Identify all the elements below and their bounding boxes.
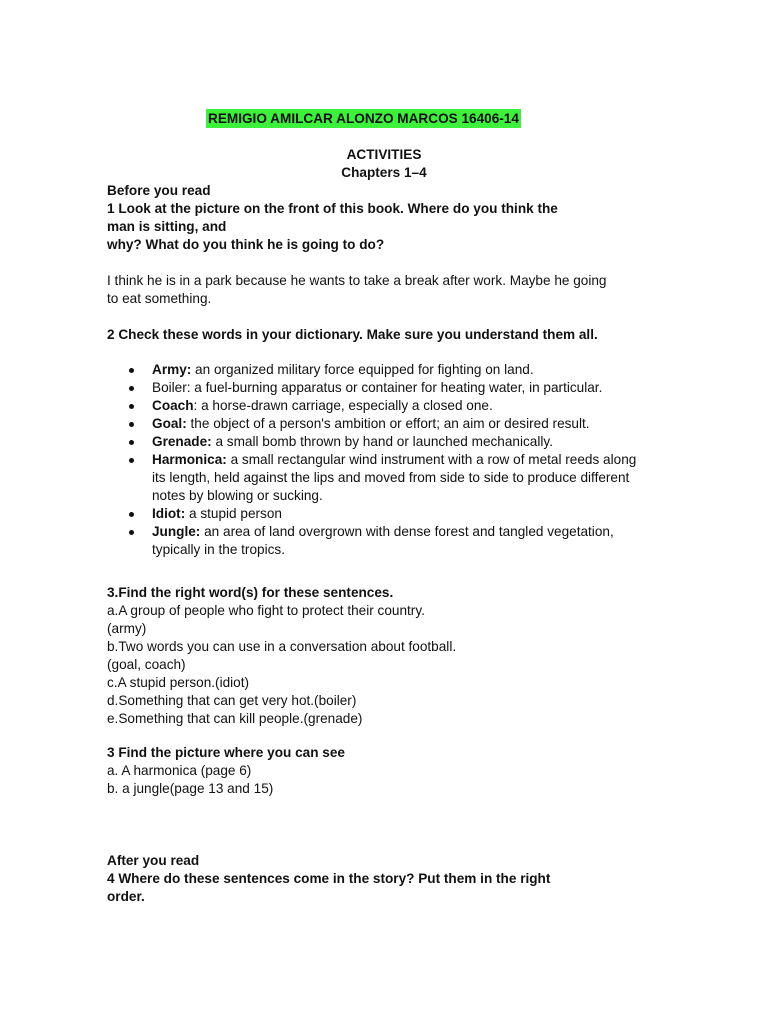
- list-item: [128, 415, 688, 433]
- term: Jungle:: [152, 524, 201, 539]
- page-title: ACTIVITIES: [346, 147, 422, 162]
- definition: an area of land overgrown with dense forest and tangled vegetation, typically in the tropics.: [152, 524, 614, 557]
- definition: the object of a person's ambition or effort; an aim or desired result.: [186, 416, 590, 431]
- list-item: [128, 451, 652, 505]
- question-3b-heading: 3 Find the picture where you can see: [107, 745, 345, 760]
- definition: an organized military force equipped for fighting on land.: [191, 362, 534, 377]
- definition: a small bomb thrown by hand or launched mechanically.: [211, 434, 553, 449]
- term: Goal:: [152, 416, 187, 431]
- term: Army:: [152, 362, 192, 377]
- question-4-line-2: order.: [107, 889, 145, 904]
- term: Idiot:: [152, 506, 186, 521]
- question-3-heading: 3.Find the right word(s) for these sentences.: [107, 585, 394, 600]
- student-name-banner: REMIGIO AMILCAR ALONZO MARCOS 16406-14: [208, 111, 519, 126]
- before-you-read-heading: Before you read: [107, 183, 211, 198]
- term: Grenade:: [152, 434, 212, 449]
- answer-1-line-1: I think he is in a park because he wants to take a break after work. Maybe he going: [107, 273, 607, 288]
- question-2: 2 Check these words in your dictionary. Make sure you understand them all.: [107, 327, 598, 342]
- after-you-read-heading: After you read: [107, 853, 200, 868]
- question-3-line: b.Two words you can use in a conversation about football.: [107, 639, 457, 654]
- term: Boiler:: [152, 380, 191, 395]
- bullet-icon: [129, 512, 134, 517]
- list-item: [128, 379, 688, 397]
- bullet-icon: [129, 386, 134, 391]
- question-3b-line: a. A harmonica (page 6): [107, 763, 252, 778]
- bullet-icon: [129, 404, 134, 409]
- question-3-line: d.Something that can get very hot.(boiler): [107, 693, 357, 708]
- question-1-line-2: man is sitting, and: [107, 219, 227, 234]
- definition: : a horse-drawn carriage, especially a closed one.: [193, 398, 493, 413]
- definition: a fuel-burning apparatus or container for heating water, in particular.: [190, 380, 603, 395]
- bullet-icon: [129, 458, 134, 463]
- term: Harmonica:: [152, 452, 227, 467]
- list-item: [128, 397, 688, 415]
- question-3-line: c.A stupid person.(idiot): [107, 675, 250, 690]
- bullet-icon: [129, 440, 134, 445]
- bullet-icon: [129, 530, 134, 535]
- question-3-line: (goal, coach): [107, 657, 186, 672]
- answer-1-line-2: to eat something.: [107, 291, 212, 306]
- question-3-line: e.Something that can kill people.(grenade): [107, 711, 363, 726]
- question-3-line: (army): [107, 621, 147, 636]
- vocabulary-list: [128, 361, 688, 559]
- chapters-subtitle: Chapters 1–4: [341, 165, 427, 180]
- bullet-icon: [129, 368, 134, 373]
- question-3-line: a.A group of people who fight to protect their country.: [107, 603, 425, 618]
- bullet-icon: [129, 422, 134, 427]
- question-1-line-1: 1 Look at the picture on the front of this book. Where do you think the: [107, 201, 558, 216]
- list-item: [128, 523, 622, 559]
- definition: a stupid person: [185, 506, 282, 521]
- list-item: [128, 505, 688, 523]
- question-3b-line: b. a jungle(page 13 and 15): [107, 781, 274, 796]
- question-4-line-1: 4 Where do these sentences come in the story? Put them in the right: [107, 871, 551, 886]
- list-item: [128, 433, 688, 451]
- definition: a small rectangular wind instrument with a row of metal reeds along its length, held against the lips and moved from side to side to produce different notes by blowing or sucking.: [152, 452, 637, 503]
- question-1-line-3: why? What do you think he is going to do?: [107, 237, 385, 252]
- list-item: [128, 361, 688, 379]
- term: Coach: [152, 398, 194, 413]
